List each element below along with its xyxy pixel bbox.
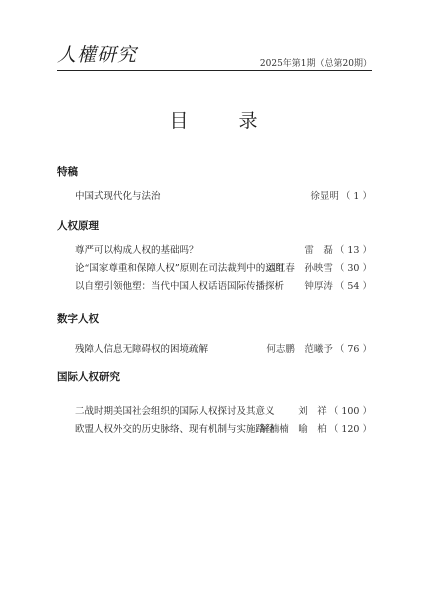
entry-title: 尊严可以构成人权的基础吗？ — [75, 245, 199, 256]
toc-entry[interactable] — [57, 421, 372, 439]
entry-author: 解楠楠 喻 柏 — [260, 424, 327, 435]
entry-page: （ 30 ） — [334, 263, 372, 274]
section-special — [57, 164, 372, 206]
section-heading: 国际人权研究 — [57, 371, 120, 383]
section-international — [57, 369, 372, 439]
section-principles — [57, 218, 372, 296]
toc-entry[interactable] — [57, 260, 372, 278]
toc-entry[interactable] — [57, 403, 372, 421]
entry-page: （ 76 ） — [334, 344, 372, 355]
section-heading: 数字人权 — [57, 313, 99, 325]
entry-page: （ 54 ） — [334, 281, 372, 292]
section-digital — [57, 311, 372, 359]
toc-entry[interactable] — [57, 242, 372, 260]
entry-title: 残障人信息无障碍权的困境疏解 — [75, 344, 209, 355]
section-heading: 人权原理 — [57, 220, 99, 232]
entry-page: （ 120 ） — [328, 424, 372, 435]
entry-title: 论“国家尊重和保障人权”原则在司法裁判中的运用 — [75, 263, 285, 274]
entry-author: 钟厚涛 — [304, 281, 333, 292]
entry-author: 雷 磊 — [304, 245, 333, 256]
entry-author: 徐显明 — [310, 191, 339, 202]
entry-author: 何志鹏 范曦予 — [266, 344, 333, 355]
toc-entry[interactable] — [57, 188, 372, 206]
section-heading: 特稿 — [57, 166, 78, 178]
entry-title: 二战时期美国社会组织的国际人权探讨及其意义 — [75, 406, 275, 417]
toc-entry[interactable] — [57, 341, 372, 359]
entry-page: （ 100 ） — [328, 406, 372, 417]
header-divider — [57, 70, 372, 71]
issue-info: 2025年第1期（总第20期） — [259, 59, 372, 69]
entry-author: 刘红春 孙映雪 — [266, 263, 333, 274]
journal-logo: 人權研究 — [57, 44, 138, 66]
entry-title: 欧盟人权外交的历史脉络、现有机制与实施路径 — [75, 424, 275, 435]
entry-author: 刘 祥 — [298, 406, 327, 417]
entry-page: （ 1 ） — [340, 191, 372, 202]
page-title: 目 录 — [169, 110, 280, 132]
toc-entry[interactable] — [57, 278, 372, 296]
entry-title: 以自塑引领他塑：当代中国人权话语国际传播探析 — [75, 281, 285, 292]
entry-title: 中国式现代化与法治 — [75, 191, 161, 202]
entry-page: （ 13 ） — [334, 245, 372, 256]
